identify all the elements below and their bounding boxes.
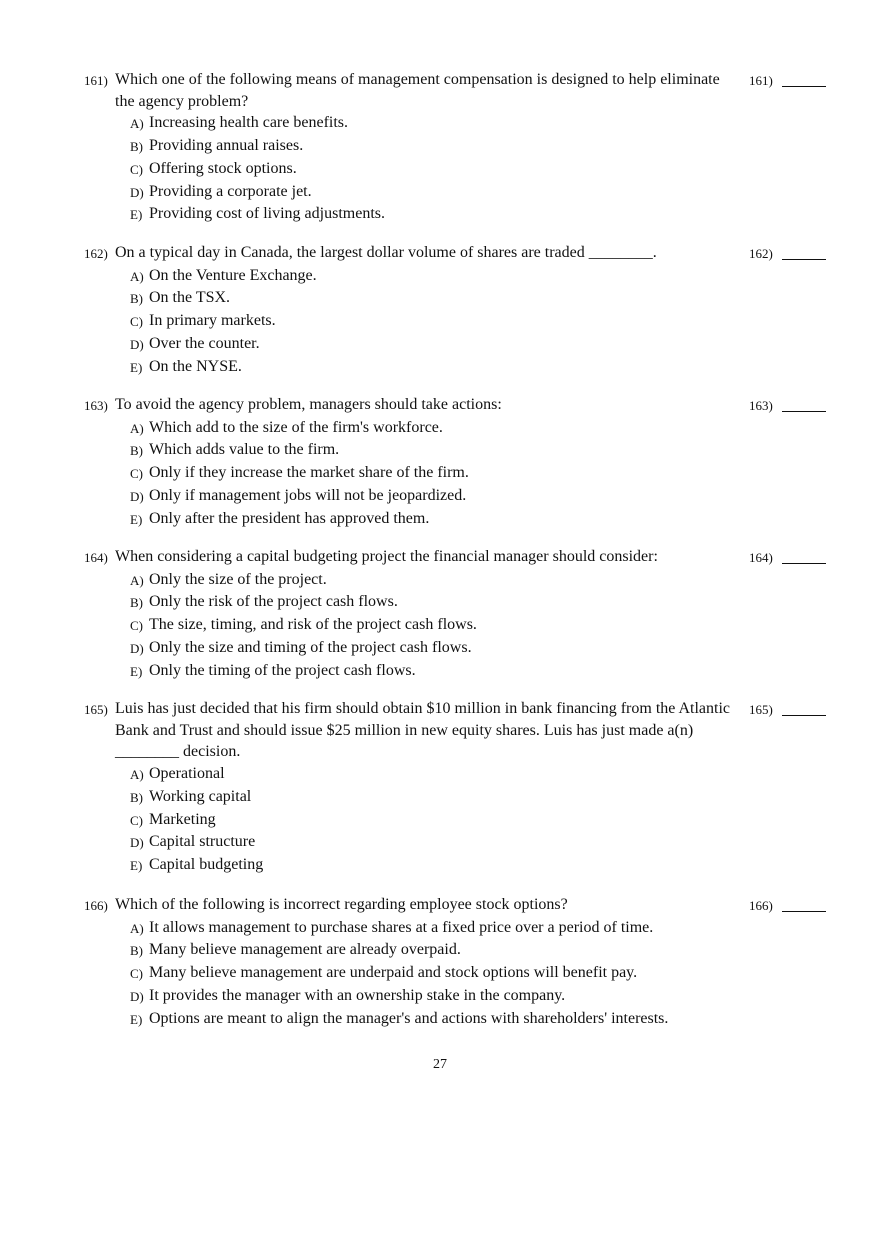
option-letter: A) — [130, 420, 144, 436]
option-b — [130, 591, 834, 614]
question-162 — [84, 242, 834, 378]
option-d — [130, 485, 834, 508]
answer-blank[interactable] — [782, 69, 826, 87]
option-letter: B) — [130, 291, 143, 307]
option-text: Capital budgeting — [149, 855, 264, 873]
option-c — [130, 809, 834, 832]
option-c — [130, 614, 834, 637]
option-a — [130, 763, 834, 786]
question-text: To avoid the agency problem, managers should take actions: — [115, 396, 502, 413]
option-letter: B) — [130, 443, 143, 459]
answer-slot — [749, 698, 826, 721]
answer-number: 164) — [749, 550, 773, 565]
option-letter: D) — [130, 835, 144, 851]
option-letter: D) — [130, 988, 144, 1004]
answer-slot — [749, 546, 826, 569]
option-letter: A) — [130, 920, 144, 936]
option-d — [130, 181, 834, 204]
option-text: Many believe management are underpaid and stock options will benefit pay. — [149, 964, 638, 982]
option-c — [130, 962, 834, 985]
question-161 — [84, 69, 834, 226]
option-text: Options are meant to align the manager's and actions with shareholders' interests. — [149, 1009, 669, 1027]
option-text: Providing a corporate jet. — [149, 182, 312, 200]
question-header — [84, 242, 834, 265]
answer-slot — [749, 394, 826, 417]
option-d — [130, 831, 834, 854]
options-list — [84, 569, 834, 683]
option-letter: A) — [130, 572, 144, 588]
option-text: Only the size of the project. — [149, 570, 327, 588]
answer-blank[interactable] — [782, 698, 826, 716]
answer-number: 165) — [749, 702, 773, 717]
option-a — [130, 917, 834, 940]
option-b — [130, 135, 834, 158]
option-text: Only if they increase the market share of the firm. — [149, 464, 469, 482]
option-e — [130, 203, 834, 226]
option-letter: E) — [130, 511, 143, 527]
question-number: 163) — [84, 398, 108, 413]
option-text: Only the timing of the project cash flows. — [149, 661, 416, 679]
option-text: On the TSX. — [149, 289, 231, 307]
option-text: Capital structure — [149, 833, 256, 851]
option-e — [130, 660, 834, 683]
answer-blank[interactable] — [782, 394, 826, 412]
option-text: Only if management jobs will not be jeopardized. — [149, 486, 467, 504]
option-a — [130, 569, 834, 592]
option-text: Offering stock options. — [149, 159, 297, 177]
question-header — [84, 894, 834, 917]
option-letter: E) — [130, 207, 143, 223]
option-a — [130, 265, 834, 288]
option-e — [130, 508, 834, 531]
option-text: Increasing health care benefits. — [149, 114, 349, 132]
option-a — [130, 417, 834, 440]
option-letter: E) — [130, 857, 143, 873]
question-header — [84, 698, 834, 763]
option-b — [130, 439, 834, 462]
option-letter: A) — [130, 116, 144, 132]
answer-slot — [749, 242, 826, 265]
question-164 — [84, 546, 834, 682]
option-text: Working capital — [149, 787, 252, 805]
option-letter: D) — [130, 184, 144, 200]
answer-slot — [749, 894, 826, 917]
options-list — [84, 265, 834, 379]
answer-number: 162) — [749, 246, 773, 261]
question-header — [84, 546, 834, 569]
question-number: 161) — [84, 73, 108, 88]
option-letter: E) — [130, 1011, 143, 1027]
answer-blank[interactable] — [782, 894, 826, 912]
option-c — [130, 462, 834, 485]
question-text: Which of the following is incorrect regarding employee stock options? — [115, 896, 568, 913]
option-text: Which add to the size of the firm's workforce. — [149, 418, 443, 436]
answer-number: 166) — [749, 898, 773, 913]
question-header — [84, 394, 834, 417]
options-list — [84, 112, 834, 226]
answer-number: 163) — [749, 398, 773, 413]
option-e — [130, 1008, 834, 1031]
page-number: 27 — [433, 1057, 447, 1072]
option-c — [130, 310, 834, 333]
option-letter: D) — [130, 640, 144, 656]
option-b — [130, 939, 834, 962]
option-text: Providing cost of living adjustments. — [149, 205, 385, 223]
option-d — [130, 637, 834, 660]
question-number: 164) — [84, 550, 108, 565]
option-text: The size, timing, and risk of the project cash flows. — [149, 616, 477, 634]
option-text: Many believe management are already overpaid. — [149, 941, 461, 959]
option-letter: C) — [130, 161, 143, 177]
question-166 — [84, 894, 834, 1030]
question-number: 165) — [84, 702, 108, 717]
option-letter: C) — [130, 466, 143, 482]
options-list — [84, 763, 834, 877]
option-e — [130, 854, 834, 877]
option-text: In primary markets. — [149, 312, 276, 330]
option-a — [130, 112, 834, 135]
answer-number: 161) — [749, 73, 773, 88]
question-text: On a typical day in Canada, the largest dollar volume of shares are traded ________. — [115, 244, 657, 261]
question-163 — [84, 394, 834, 530]
answer-blank[interactable] — [782, 242, 826, 260]
answer-blank[interactable] — [782, 546, 826, 564]
question-number: 162) — [84, 246, 108, 261]
question-text: When considering a capital budgeting project the financial manager should consider: — [115, 548, 658, 565]
option-letter: E) — [130, 663, 143, 679]
option-d — [130, 985, 834, 1008]
option-letter: A) — [130, 767, 144, 783]
option-letter: C) — [130, 314, 143, 330]
option-b — [130, 786, 834, 809]
option-text: Which adds value to the firm. — [149, 441, 340, 459]
option-d — [130, 333, 834, 356]
option-text: On the NYSE. — [149, 357, 242, 375]
option-letter: B) — [130, 943, 143, 959]
option-text: Over the counter. — [149, 334, 260, 352]
option-text: Only the size and timing of the project cash flows. — [149, 638, 472, 656]
question-165 — [84, 698, 834, 877]
option-letter: A) — [130, 268, 144, 284]
option-letter: D) — [130, 336, 144, 352]
question-text: Luis has just decided that his firm should obtain $10 million in bank financing from the Atlantic Bank and Trust and should issue $25 million in new equity shares. Luis has just made a(n) ________ decision. — [115, 700, 731, 761]
option-letter: C) — [130, 618, 143, 634]
option-e — [130, 356, 834, 379]
option-letter: E) — [130, 359, 143, 375]
option-text: It provides the manager with an ownership stake in the company. — [149, 986, 566, 1004]
question-header — [84, 69, 834, 112]
option-letter: D) — [130, 488, 144, 504]
question-text: Which one of the following means of management compensation is designed to help eliminate the agency problem? — [115, 71, 720, 110]
option-letter: C) — [130, 966, 143, 982]
option-b — [130, 287, 834, 310]
option-text: Only after the president has approved them. — [149, 509, 430, 527]
option-letter: B) — [130, 139, 143, 155]
option-text: Operational — [149, 765, 225, 783]
option-letter: C) — [130, 812, 143, 828]
option-text: Only the risk of the project cash flows. — [149, 593, 398, 611]
options-list — [84, 917, 834, 1031]
options-list — [84, 417, 834, 531]
option-c — [130, 158, 834, 181]
option-letter: B) — [130, 789, 143, 805]
option-letter: B) — [130, 595, 143, 611]
option-text: Marketing — [149, 810, 216, 828]
option-text: Providing annual raises. — [149, 137, 304, 155]
option-text: It allows management to purchase shares at a fixed price over a period of time. — [149, 918, 654, 936]
answer-slot — [749, 69, 826, 92]
question-number: 166) — [84, 898, 108, 913]
option-text: On the Venture Exchange. — [149, 266, 317, 284]
